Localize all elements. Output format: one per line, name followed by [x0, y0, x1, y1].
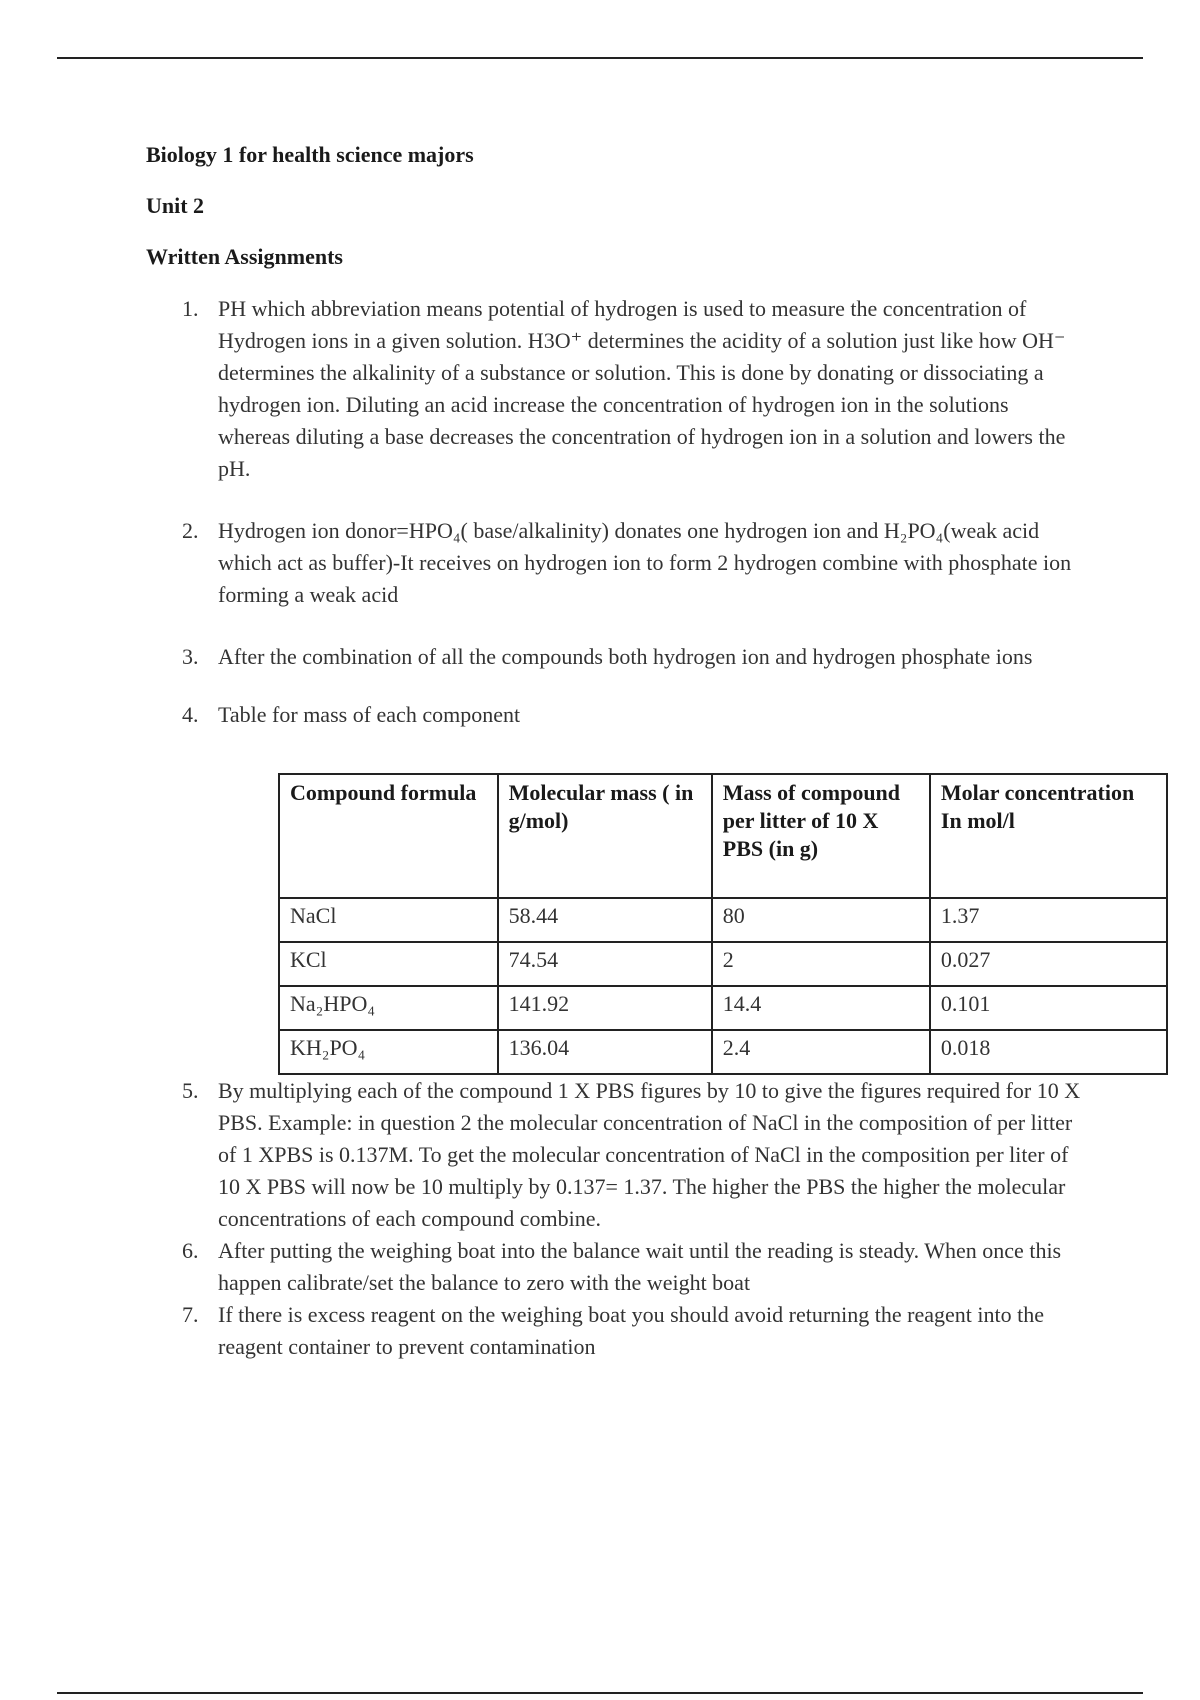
list-item	[146, 515, 1086, 611]
table-row	[279, 986, 1167, 1030]
table-cell: 0.027	[930, 942, 1167, 986]
column-header-molar-concentration: Molar concentration In mol/l	[930, 774, 1167, 898]
list-item-number: 6.	[182, 1238, 199, 1263]
table-cell: Na₂HPO₄	[279, 986, 498, 1030]
list-item	[146, 1299, 1086, 1363]
table-cell: 74.54	[498, 942, 712, 986]
list-item-number: 1.	[182, 296, 199, 321]
list-item-text: Hydrogen ion donor=HPO₄( base/alkalinity) donates one hydrogen ion and H₂PO₄(weak acid which act as buffer)-It receives on hydrogen ion to form 2 hydrogen combine with phosphate ion forming a weak acid	[218, 518, 1072, 607]
table-cell: 80	[712, 898, 930, 942]
table-cell: 141.92	[498, 986, 712, 1030]
list-item-text: By multiplying each of the compound 1 X PBS figures by 10 to give the figures required for 10 X PBS. Example: in question 2 the molecular concentration of NaCl in the composition of per litter of 1 XPBS is 0.137M. To get the molecular concentration of NaCl in the composition per liter of 10 X PBS will now be 10 multiply by 0.137= 1.37. The higher the PBS the higher the molecular concentrations of each compound combine.	[218, 1078, 1081, 1231]
table-cell: 0.101	[930, 986, 1167, 1030]
mass-table-wrapper	[278, 773, 1168, 1075]
course-title: Biology 1 for health science majors	[146, 142, 474, 167]
list-item-number: 5.	[182, 1078, 199, 1103]
table-cell: 2.4	[712, 1030, 930, 1074]
list-item	[146, 1235, 1086, 1299]
table-cell: KCl	[279, 942, 498, 986]
table-cell: 1.37	[930, 898, 1167, 942]
bottom-rule	[57, 1692, 1143, 1694]
table-cell: 14.4	[712, 986, 930, 1030]
list-item-text: If there is excess reagent on the weighing boat you should avoid returning the reagent into the reagent container to prevent contamination	[218, 1302, 1044, 1359]
list-item	[146, 641, 1086, 673]
table-cell: 2	[712, 942, 930, 986]
table-row	[279, 898, 1167, 942]
list-item-text: After the combination of all the compounds both hydrogen ion and hydrogen phosphate ions	[218, 644, 1033, 669]
table-cell: NaCl	[279, 898, 498, 942]
unit-heading: Unit 2	[146, 193, 205, 218]
column-header-molecular-mass: Molecular mass ( in g/mol)	[498, 774, 712, 898]
table-header-row	[279, 774, 1167, 898]
top-rule	[57, 57, 1143, 59]
section-heading: Written Assignments	[146, 244, 343, 269]
list-item	[146, 699, 1135, 1075]
questions-list	[146, 293, 1135, 1363]
table-cell: KH₂PO₄	[279, 1030, 498, 1074]
table-cell: 58.44	[498, 898, 712, 942]
list-item	[146, 1075, 1086, 1235]
list-item-text: Table for mass of each component	[218, 702, 521, 727]
column-header-compound: Compound formula	[279, 774, 498, 898]
list-item	[146, 293, 1086, 485]
table-row	[279, 1030, 1167, 1074]
table-row	[279, 942, 1167, 986]
list-item-number: 7.	[182, 1302, 199, 1327]
document-body	[146, 140, 1135, 1363]
list-item-text: PH which abbreviation means potential of hydrogen is used to measure the concentration of Hydrogen ions in a given solution. H3O⁺ determines the acidity of a solution just like how OH⁻ determines the alkalinity of a substance or solution. This is done by donating or dissociating a hydrogen ion. Diluting an acid increase the concentration of hydrogen ion in the solutions whereas diluting a base decreases the concentration of hydrogen ion in a solution and lowers the pH.	[218, 296, 1066, 481]
list-item-number: 4.	[182, 702, 199, 727]
list-item-text: After putting the weighing boat into the balance wait until the reading is steady. When once this happen calibrate/set the balance to zero with the weight boat	[218, 1238, 1062, 1295]
table-cell: 136.04	[498, 1030, 712, 1074]
mass-table	[278, 773, 1168, 1075]
list-item-number: 3.	[182, 644, 199, 669]
column-header-mass-per-litre: Mass of compound per litter of 10 X PBS (in g)	[712, 774, 930, 898]
table-cell: 0.018	[930, 1030, 1167, 1074]
list-item-number: 2.	[182, 518, 199, 543]
